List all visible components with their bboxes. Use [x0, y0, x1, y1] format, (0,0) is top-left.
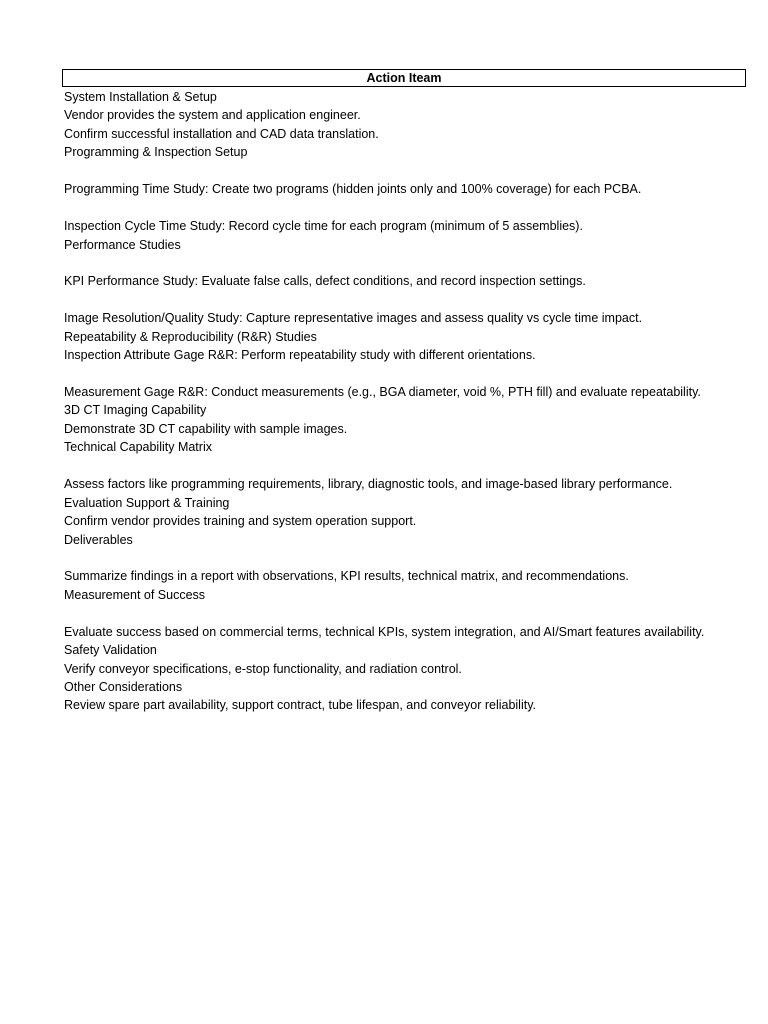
table-header-cell: Action Iteam	[62, 69, 746, 87]
list-item: Evaluate success based on commercial terms, technical KPIs, system integration, and AI/Smart features availability.	[64, 624, 705, 639]
list-item: Other Considerations	[64, 680, 183, 694]
blank-row	[64, 162, 754, 180]
list-item: 3D CT Imaging Capability	[64, 403, 207, 418]
blank-row	[64, 457, 754, 475]
list-item: Technical Capability Matrix	[64, 440, 212, 455]
list-item: Measurement of Success	[64, 587, 206, 602]
list-item: KPI Performance Study: Evaluate false calls, defect conditions, and record inspection settings.	[64, 274, 586, 289]
list-item: Programming & Inspection Setup	[64, 145, 248, 160]
list-item: Verify conveyor specifications, e-stop functionality, and radiation control.	[64, 661, 462, 676]
list-item: Inspection Attribute Gage R&R: Perform repeatability study with different orientations.	[64, 348, 536, 363]
blank-row	[64, 291, 754, 309]
list-item: Safety Validation	[64, 643, 157, 658]
list-item: Programming Time Study: Create two programs (hidden joints only and 100% coverage) for each PCBA.	[64, 182, 642, 197]
list-item: Inspection Cycle Time Study: Record cycle time for each program (minimum of 5 assemblies).	[64, 219, 583, 234]
blank-row	[64, 254, 754, 272]
list-item: Measurement Gage R&R: Conduct measurements (e.g., BGA diameter, void %, PTH fill) and evaluate repeatability.	[64, 385, 701, 399]
list-item: Image Resolution/Quality Study: Capture representative images and assess quality vs cycle time impact.	[64, 311, 643, 326]
list-item: Assess factors like programming requirements, library, diagnostic tools, and image-based library performance.	[64, 477, 673, 492]
action-item-list	[64, 88, 754, 715]
list-item: Demonstrate 3D CT capability with sample images.	[64, 421, 348, 436]
list-item: Confirm vendor provides training and system operation support.	[64, 514, 417, 529]
list-item: Confirm successful installation and CAD data translation.	[64, 126, 379, 141]
list-item: Performance Studies	[64, 237, 181, 252]
blank-row	[64, 604, 754, 622]
list-item: System Installation & Setup	[64, 90, 217, 104]
list-item: Summarize findings in a report with observations, KPI results, technical matrix, and recommendations.	[64, 569, 629, 584]
blank-row	[64, 365, 754, 383]
list-item: Review spare part availability, support contract, tube lifespan, and conveyor reliability.	[64, 698, 536, 713]
list-item: Repeatability & Reproducibility (R&R) Studies	[64, 329, 317, 344]
list-item: Deliverables	[64, 532, 133, 547]
blank-row	[64, 199, 754, 217]
list-item: Vendor provides the system and application engineer.	[64, 108, 361, 123]
blank-row	[64, 549, 754, 567]
list-item: Evaluation Support & Training	[64, 495, 230, 510]
